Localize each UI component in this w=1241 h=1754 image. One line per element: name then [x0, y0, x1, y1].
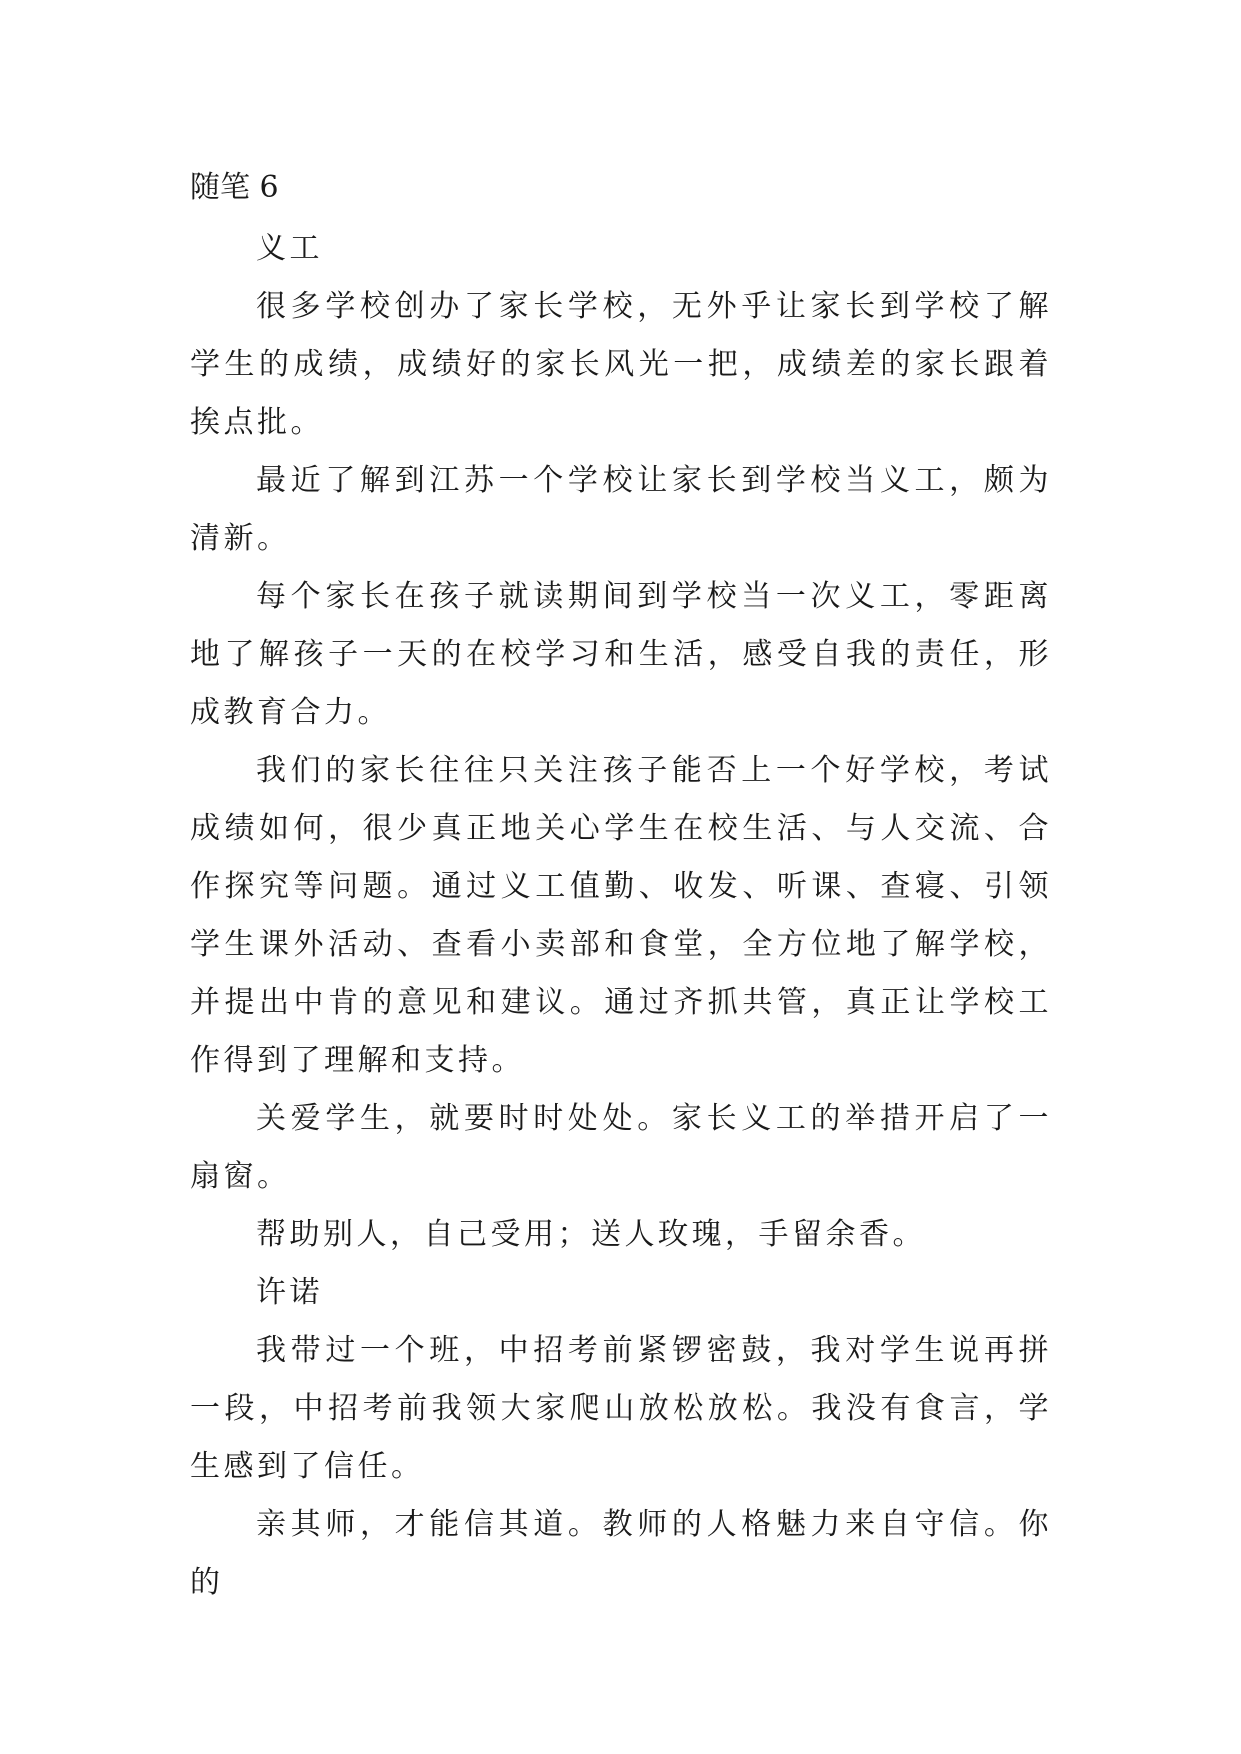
paragraph: 关爱学生，就要时时处处。家长义工的举措开启了一扇窗。 — [190, 1101, 1052, 1194]
paragraph: 我带过一个班，中招考前紧锣密鼓，我对学生说再拼一段，中招考前我领大家爬山放松放松。我没有食言，学生感到了信任。 — [190, 1333, 1052, 1484]
paragraph: 每个家长在孩子就读期间到学校当一次义工，零距离地了解孩子一天的在校学习和生活，感受自我的责任，形成教育合力。 — [190, 579, 1052, 730]
section-heading: 许诺 — [256, 1275, 323, 1310]
document-title: 随笔 6 — [190, 170, 279, 205]
paragraph: 亲其师，才能信其道。教师的人格魅力来自守信。你的 — [190, 1507, 1052, 1600]
paragraph: 最近了解到江苏一个学校让家长到学校当义工，颇为清新。 — [190, 463, 1052, 556]
document-body — [190, 220, 1052, 1612]
section-heading: 义工 — [256, 231, 323, 266]
paragraph: 帮助别人，自己受用；送人玫瑰，手留余香。 — [256, 1217, 926, 1252]
paragraph: 很多学校创办了家长学校，无外乎让家长到学校了解学生的成绩，成绩好的家长风光一把，成绩差的家长跟着挨点批。 — [190, 289, 1052, 440]
paragraph: 我们的家长往往只关注孩子能否上一个好学校，考试成绩如何，很少真正地关心学生在校生活、与人交流、合作探究等问题。通过义工值勤、收发、听课、查寝、引领学生课外活动、查看小卖部和食堂，全方位地了解学校，并提出中肯的意见和建议。通过齐抓共管，真正让学校工作得到了理解和支持。 — [190, 753, 1052, 1078]
